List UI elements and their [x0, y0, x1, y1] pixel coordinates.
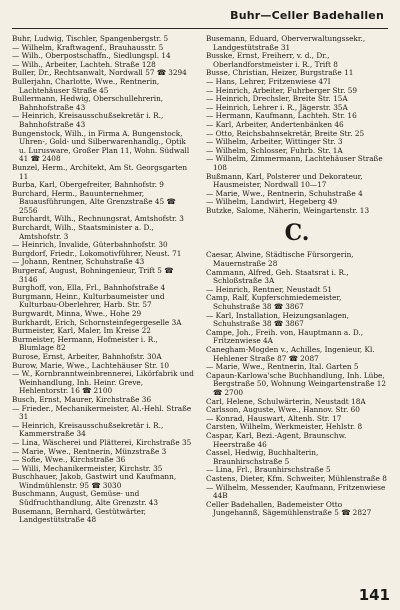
directory-entry: Bullermann, Hedwig, Oberschullehrerin, Bahnhofstraße 43	[12, 94, 164, 112]
directory-entry: — Karl, Installation, Heizungsanlagen, Schuhstraße 38 ☎ 3867	[206, 310, 349, 329]
directory-entry: Buller, Dr., Rechtsanwalt, Nordwall 57 ☎ 3294	[12, 68, 187, 78]
directory-entry: Busse, Christian, Heizer, Burgstraße 11	[206, 68, 354, 78]
directory-entry: — Johann, Rentner, Schuhstraße 43	[12, 257, 145, 267]
running-head: Buhr—Celler Badehallen	[230, 9, 384, 22]
directory-entry: Burgeraf, August, Bohningenieur, Trift 5 ☎ 3146	[12, 266, 174, 284]
directory-entry: Bullerjahn, Charlotte, Wwe., Rentnerin, Lachtehäuser Straße 45	[12, 76, 160, 95]
directory-entry: — Wilh., Arbeiter, Lachteh. Straße 128	[12, 59, 156, 69]
directory-entry: — Marie, Wwe., Rentnerin, Schuhstraße 4	[206, 188, 363, 198]
directory-entry: — Heinrich, Invalide, Güterbahnhofstr. 30	[12, 240, 168, 250]
directory-entry: Caesar, Alwine, Städtische Fürsorgerin, Mauernstraße 28	[206, 250, 354, 269]
directory-entry: Butzke, Salome, Näherin, Weingartenstr. 13	[206, 205, 370, 215]
directory-entry: — Frieder., Mechanikermeister, Al.-Hehl. Straße 31	[12, 403, 192, 422]
directory-entry: Burkhardt, Erich, Schornsteinfegergeselle 3A	[12, 317, 182, 327]
directory-entry: Burgmann, Heinr., Kulturbaumeister und Kulturbau-Oberlehrer, Harb. Str. 57	[12, 291, 165, 310]
directory-entry: — Hans, Lehrer, Fritzenwiese 47I	[206, 76, 331, 86]
directory-entry: Busch, Ernst, Maurer, Kirchstraße 36	[12, 394, 152, 404]
directory-entry: Burgwardt, Minna, Wwe., Hohe 29	[12, 309, 142, 318]
directory-entry: — Heinrich, Kreisausschußsekretär i. R., Kammerstraße 34	[12, 420, 164, 439]
directory-entry: Camp, Ralf, Kupferschmiedemeister, Schuhstraße 38 ☎ 3867	[206, 293, 342, 312]
directory-entry: Busske, Ernst, Freiherr, v. d., Dr., Oberlandforstmeister i. R., Trift 8	[206, 51, 338, 69]
directory-entry: Buschhauer, Jakob, Gastwirt und Kaufmann, Windmühlenstr. 95 ☎ 3030	[12, 472, 177, 490]
directory-entry: Burchard, Herm., Bauunternehmer, Bauausführungen, Alte Grenzstraße 45 ☎ 2556	[12, 188, 176, 215]
directory-entry: Bungenstock, Wilh., in Firma A. Bungenstock, Uhren-, Gold- und Silberwarenhandlg., Optik u. Lurusware, Großer Plan 11, Wohn. Südwall 41 ☎ 2408	[12, 128, 190, 164]
directory-entry: Busemann, Eduard, Oberverwaltungssekr., Landgestütstraße 31	[206, 35, 366, 52]
columns	[12, 35, 388, 595]
directory-entry: — Wilhelm, Arbeiter, Wittinger Str. 3	[206, 137, 343, 147]
directory-entry: Cassel, Hedwig, Buchhalterin, Braunhirschstraße 5	[206, 448, 319, 466]
directory-entry: — Heinrich, Rentner, Neustadt 51	[206, 284, 333, 294]
directory-entry: — Lina, Wäscherei und Plätterei, Kirchstraße 35	[12, 437, 192, 447]
directory-entry: — Wilhelm, Zimmermann, Lachtehäuser Straße 108	[206, 154, 383, 172]
section-letter: C.	[284, 220, 310, 247]
directory-entry: Burchardt, Wilh., Staatsminister a. D., Amtshofstr. 3	[12, 223, 154, 241]
directory-entry: — Wilh., Oberpostschaffn., Siedlungspl. 14	[12, 51, 171, 61]
directory-entry: — Willi, Mechanikermeister, Kirchstr. 35	[12, 463, 163, 473]
directory-entry: Cammann, Alfred, Geh. Staatsrat i. R., Schloßstraße 3A	[206, 267, 349, 286]
directory-entry: Busemann, Bernhard, Gestütwärter, Landgestütstraße 48	[12, 506, 146, 525]
directory-entry: — Heinrich, Lehrer i. R., Jägerstr. 35A	[206, 102, 348, 112]
directory-entry: Carsten, Wilhelm, Werkmeister, Hehlstr. 8	[206, 422, 363, 432]
directory-entry: — Karl, Arbeiter, Andertenbänken 46	[206, 119, 344, 129]
directory-entry: Campe, Joh., Freih. von, Hauptmann a. D., Fritzenwiese 4A	[206, 327, 364, 346]
page-header	[12, 6, 388, 29]
directory-entry: — W., Kornbranntweinbrennerei, Likörfabrik und Weinhandlung, Inh. Heinr. Greve, Hehlentorstr. 16 ☎ 2100	[12, 369, 194, 396]
directory-entry: — Heinrich, Drechsler, Breite Str. 15A	[206, 94, 348, 104]
directory-entry: Celler Badehallen, Bademeister Otto Jungehannß, Sägemühlenstraße 5 ☎ 2827	[206, 499, 372, 518]
right-column-b-entries	[206, 35, 388, 215]
directory-entry: Buhr, Ludwig, Tischler, Spangenbergstr. 5	[12, 35, 169, 43]
directory-entry: Burmeister, Hermann, Hofmeister i. R., Blumlage 82	[12, 334, 158, 353]
directory-entry: Caspar, Karl, Bezi.-Agent, Braunschw. Heerstraße 46	[206, 430, 347, 449]
directory-entry: — Wilhelm, Schlosser, Fuhrb. Str. 1A	[206, 145, 343, 155]
directory-entry: — Wilhelm, Landwirt, Hegeberg 49	[206, 197, 338, 207]
directory-entry: — Heinrich, Arbeiter, Fuhrberger Str. 59	[206, 85, 357, 95]
directory-entry: Burmeister, Karl, Maler, Im Kreise 22	[12, 326, 151, 336]
directory-entry: — Marie, Wwe., Rentnerin, Münzstraße 3	[12, 446, 167, 456]
left-column	[12, 35, 194, 595]
directory-entry: Burgdorf, Friedr., Lokomotivführer, Neust. 71	[12, 248, 182, 258]
directory-entry: — Konrad, Hauswart, Altenh. Str. 17	[206, 413, 342, 423]
directory-entry: — Sofie, Wwe., Kirchstraße 36	[12, 455, 126, 465]
right-column	[206, 35, 388, 595]
directory-entry: Carl, Helene, Schulwärterin, Neustadt 18A	[206, 396, 366, 406]
directory-entry: Burba, Karl, Obergefreiter, Bahnhofstr. 9	[12, 180, 164, 190]
directory-entry: Buschmann, August, Gemüse- und Südfruchthandlung, Alte Grenzstr. 43	[12, 489, 159, 508]
page-number: 141	[358, 586, 390, 604]
right-column-c-entries	[206, 251, 388, 517]
directory-entry: Burow, Marie, Wwe., Lachtehäuser Str. 10	[12, 360, 169, 370]
directory-entry: Canegham-Mogden v., Achilles, Ingenieur, Kl. Hehlener Straße 87 ☎ 2087	[206, 345, 375, 363]
directory-entry: Burghoff, von, Ella, Frl., Bahnhofstraße 4	[12, 283, 166, 293]
directory-entry: — Lina, Frl., Braunhirschstraße 5	[206, 465, 331, 475]
directory-entry: — Hermann, Kaufmann, Lachteh. Str. 16	[206, 111, 357, 121]
directory-entry: Burchardt, Wilh., Rechnungsrat, Amtshofstr. 3	[12, 214, 184, 224]
directory-entry: Castens, Dieter, Kfm. Schweiter, Mühlenstraße 8	[206, 473, 387, 483]
directory-entry: Carlsson, Auguste, Wwe., Hannov. Str. 60	[206, 405, 360, 415]
directory-entry: — Marie, Wwe., Rentnerin, Ital. Garten 5	[206, 362, 359, 372]
directory-entry: — Wilhelm, Messender, Kaufmann, Fritzenwiese 44B	[206, 482, 386, 501]
directory-entry: — Heinrich, Kreisausschußsekretär i. R., Bahnhofstraße 43	[12, 111, 164, 129]
directory-entry: — Otto, Reichsbahnsekretär, Breite Str. 25	[206, 128, 365, 138]
directory-entry: Bunzel, Herm., Architekt, Am St. Georgsgarten 11	[12, 162, 188, 181]
directory-entry: — Wilhelm, Kraftwagenf., Brauhausstr. 5	[12, 42, 164, 52]
directory-entry: Burose, Ernst, Arbeiter, Bahnhofstr. 30A	[12, 351, 162, 361]
directory-entry: Capaun-Karlowa'sche Buchhandlung, Inh. Lübe, Bergstraße 50, Wohnung Weingartenstraße 12 ☎ 2700	[206, 370, 387, 397]
directory-entry: Bußmann, Karl, Polsterer und Dekorateur, Hausmeister, Nordwall 10—17	[206, 171, 363, 190]
